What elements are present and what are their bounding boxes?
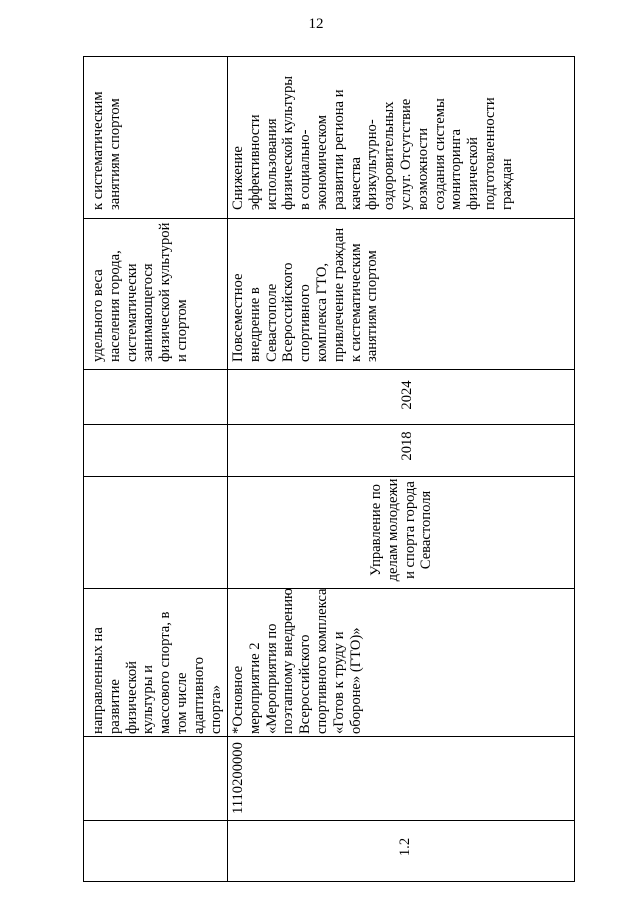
row-code-cell: 1110200000 [230,742,246,814]
row-end-year-cell: 2024 [399,380,415,410]
row-start-year-cell: 2018 [399,431,415,461]
col-divider-code-name [83,736,575,737]
table-border-right [83,56,575,57]
table-border-bottom [574,56,575,882]
row-result-cell: Повсеместное внедрение в Севастополе Всероссийского спортивного комплекса ГТО, привлечение граждан к систематическим занятиям спортом [230,227,381,362]
prev-row-result-cell: удельного веса населения города, систематически занимающегося физической культурой и спортом [90,222,190,362]
table-border-top [83,56,84,882]
row-name-cell: *Основное мероприятие 2 «Мероприятия по поэтапному внедрению Всероссийского спортивного комплекса «Готов к труду и обороне» (ГТО)» [230,588,364,734]
prev-row-name-cell: направленных на развитие физической культуры и массового спорта, в том числе адаптивного спорта» [90,611,224,734]
row-consequence-cell: Снижение эффективности использования физической культуры в социально-экономическом развитии региона и качества физкультурно-оздоровительных услуг. Отсутствие возможности создания системы мониторинга физической подготовленности граждан [230,75,515,210]
page-number: 12 [308,16,324,32]
col-divider-end-result [83,369,575,370]
col-divider-exec-start [83,476,575,477]
prev-row-consequence-cell: к систематическим занятиям спортом [90,91,123,210]
row-number-cell: 1.2 [397,837,413,857]
col-divider-start-end [83,424,575,425]
row-executor-cell: Управление по делам молодежи и спорта города Севастополя [368,478,435,582]
row-divider [227,56,228,882]
col-divider-num-code [83,820,575,821]
table-border-left [83,881,575,882]
